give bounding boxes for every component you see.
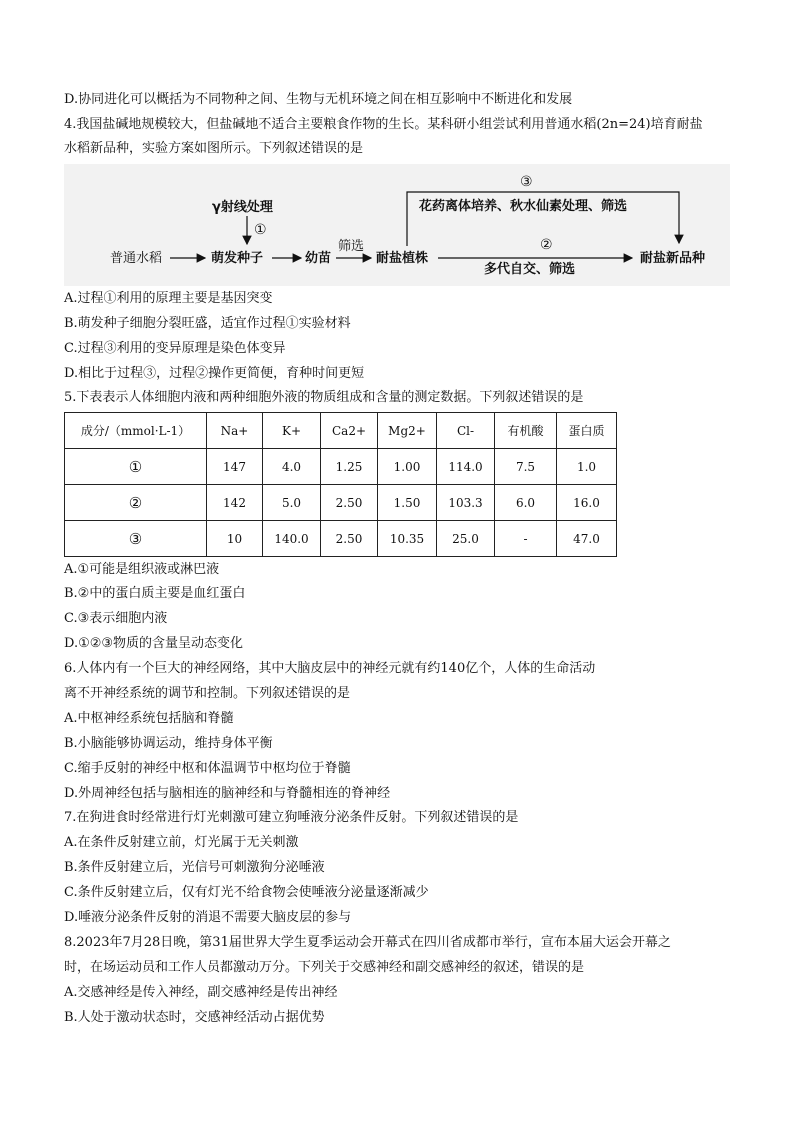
node-new-variety: 耐盐新品种 [640,251,706,266]
table-header-row [65,413,617,449]
q6-option-b: B.小脑能够协调运动，维持身体平衡 [64,736,273,751]
q4-option-b: B.萌发种子细胞分裂旺盛，适宜作过程①实验材料 [64,316,351,331]
table-row [65,521,617,557]
q8-stem-line1: 8.2023年7月28日晚，第31届世界大学生夏季运动会开幕式在四川省成都市举行，宣布本届大运会开幕之 [64,935,671,950]
header-cell: Mg2+ [378,413,437,449]
table-cell: 103.3 [437,485,495,521]
table-cell: 6.0 [495,485,557,521]
table-cell: 25.0 [437,521,495,557]
table-cell: 10 [207,521,263,557]
header-cell: Ca2+ [321,413,378,449]
q7-stem: 7.在狗进食时经常进行灯光刺激可建立狗唾液分泌条件反射。下列叙述错误的是 [64,810,519,825]
q5-option-b: B.②中的蛋白质主要是血红蛋白 [64,586,246,601]
q6-option-a: A.中枢神经系统包括脑和脊髓 [64,711,234,726]
step3-label: ③ [520,174,533,190]
table-cell: 114.0 [437,449,495,485]
breeding-scheme-diagram [64,164,730,286]
q5-option-a: A.①可能是组织液或淋巴液 [64,562,220,577]
row-label: ③ [65,521,207,557]
path3-label: 花药离体培养、秋水仙素处理、筛选 [419,199,628,214]
q6-option-c: C.缩手反射的神经中枢和体温调节中枢均位于脊髓 [64,761,351,776]
table-cell: 1.50 [378,485,437,521]
table-cell: 1.0 [557,449,617,485]
table-cell: 7.5 [495,449,557,485]
q6-stem-line1: 6.人体内有一个巨大的神经网络，其中大脑皮层中的神经元就有约140亿个，人体的生命活动 [64,661,596,676]
table-cell: 142 [207,485,263,521]
table-row [65,449,617,485]
q4-stem-line2: 水稻新品种，实验方案如图所示。下列叙述错误的是 [64,141,364,156]
table-cell: 1.25 [321,449,378,485]
table-cell: 147 [207,449,263,485]
q4-option-d: D.相比于过程③，过程②操作更简便，育种时间更短 [64,366,365,381]
row-label: ① [65,449,207,485]
q7-option-a: A.在条件反射建立前，灯光属于无关刺激 [64,835,299,850]
q8-option-b: B.人处于激动状态时，交感神经活动占据优势 [64,1010,325,1025]
q7-option-d: D.唾液分泌条件反射的消退不需要大脑皮层的参与 [64,910,352,925]
q4-option-c: C.过程③利用的变异原理是染色体变异 [64,341,286,356]
table-cell: 5.0 [263,485,321,521]
q6-stem-line2: 离不开神经系统的调节和控制。下列叙述错误的是 [64,686,351,701]
q7-option-c: C.条件反射建立后，仅有灯光不给食物会使唾液分泌量逐渐减少 [64,885,429,900]
table-cell: - [495,521,557,557]
q5-option-d: D.①②③物质的含量呈动态变化 [64,636,244,651]
node-seeds: 萌发种子 [211,251,264,266]
header-cell: 成分/（mmol·L-1） [65,413,207,449]
table-cell: 1.00 [378,449,437,485]
q3-option-d: D.协同进化可以概括为不同物种之间、生物与无机环境之间在相互影响中不断进化和发展 [64,92,573,107]
node-seedlings: 幼苗 [305,251,332,266]
q4-stem-line1: 4.我国盐碱地规模较大，但盐碱地不适合主要粮食作物的生长。某科研小组尝试利用普通水稻(2n=24)培育耐盐 [64,117,703,132]
header-cell: 有机酸 [495,413,557,449]
gamma-label: γ射线处理 [212,200,273,215]
header-cell: K+ [263,413,321,449]
table-cell: 16.0 [557,485,617,521]
q7-option-b: B.条件反射建立后，光信号可刺激狗分泌唾液 [64,860,325,875]
table-cell: 4.0 [263,449,321,485]
q8-option-a: A.交感神经是传入神经，副交感神经是传出神经 [64,985,338,1000]
table-cell: 47.0 [557,521,617,557]
table-cell: 140.0 [263,521,321,557]
q5-stem: 5.下表表示人体细胞内液和两种细胞外液的物质组成和含量的测定数据。下列叙述错误的是 [64,390,584,405]
table-cell: 2.50 [321,485,378,521]
q6-option-d: D.外周神经包括与脑相连的脑神经和与脊髓相连的脊神经 [64,786,391,801]
path2-label: 多代自交、筛选 [484,262,576,277]
node-common-rice: 普通水稻 [110,251,163,266]
step1-label: ① [254,222,267,238]
q5-option-c: C.③表示细胞内液 [64,611,168,626]
header-cell: 蛋白质 [557,413,617,449]
step2-label: ② [540,237,553,253]
header-cell: Na+ [207,413,263,449]
q4-option-a: A.过程①利用的原理主要是基因突变 [64,291,273,306]
table-row [65,485,617,521]
row-label: ② [65,485,207,521]
composition-table [64,412,617,557]
table-cell: 10.35 [378,521,437,557]
node-salt-tolerant-plant: 耐盐植株 [376,251,429,266]
header-cell: Cl- [437,413,495,449]
table-cell: 2.50 [321,521,378,557]
screen-label: 筛选 [338,239,365,254]
q8-stem-line2: 时，在场运动员和工作人员都激动万分。下列关于交感神经和副交感神经的叙述，错误的是 [64,960,585,975]
